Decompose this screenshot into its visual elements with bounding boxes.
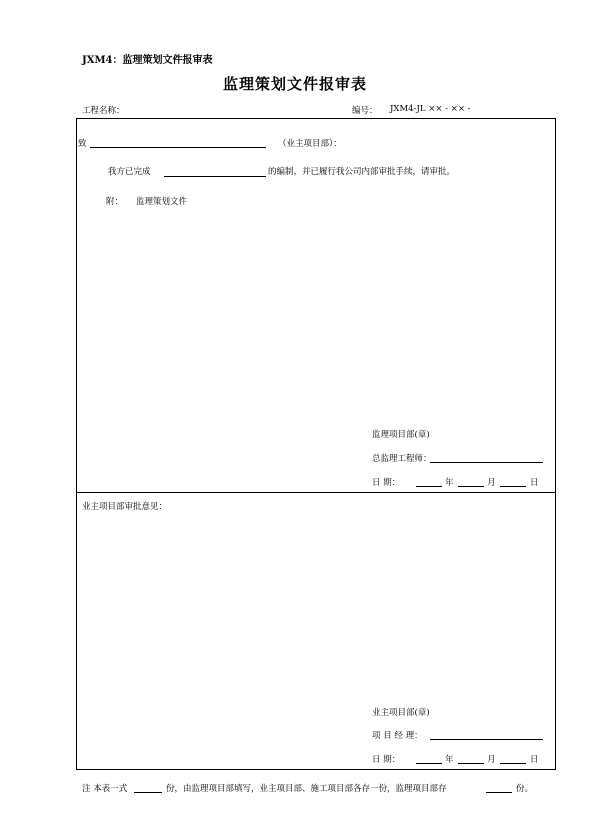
section-divider: [76, 492, 556, 493]
submission-month-label: 月: [487, 478, 496, 488]
submission-year-field[interactable]: [416, 486, 442, 487]
owner-stamp-label: 业主项目部(章): [372, 708, 430, 718]
form-frame: [76, 118, 556, 770]
supervision-stamp-label: 监理项目部(章): [372, 430, 430, 440]
review-month-label: 月: [487, 755, 496, 765]
review-day-field[interactable]: [500, 763, 526, 764]
project-manager-label: 项 目 经 理：: [372, 731, 423, 741]
form-code-label: JXM4：监理策划文件报审表: [82, 55, 213, 66]
chief-engineer-signature-field[interactable]: [430, 462, 543, 463]
to-suffix: （业主项目部）：: [278, 139, 342, 149]
owner-opinion-label: 业主项目部审批意见：: [82, 502, 168, 512]
recipient-field[interactable]: [90, 147, 266, 148]
review-date-label: 日 期：: [372, 755, 401, 765]
submission-year-label: 年: [445, 478, 454, 488]
note-prefix: 注 本表一式: [82, 784, 128, 794]
submission-date-label: 日 期：: [372, 478, 401, 488]
body-suffix: 的编制，并已履行我公司内部审批手续，请审批。: [268, 167, 456, 177]
note-suffix: 份。: [516, 784, 534, 794]
project-manager-signature-field[interactable]: [430, 739, 543, 740]
attachment-value: 监理策划文件: [136, 197, 188, 207]
project-name-label: 工程名称：: [82, 106, 125, 116]
to-prefix: 致: [78, 139, 87, 149]
submission-day-label: 日: [530, 478, 539, 488]
copy-count-field[interactable]: [134, 792, 162, 793]
number-value: JXM4-JL ×× - ×× -: [390, 104, 471, 114]
form-title: 监理策划文件报审表: [222, 75, 367, 93]
chief-engineer-label: 总监理工程师：: [372, 454, 432, 464]
attachment-label: 附：: [106, 197, 124, 207]
submission-month-field[interactable]: [458, 486, 484, 487]
review-month-field[interactable]: [458, 763, 484, 764]
review-year-label: 年: [445, 755, 454, 765]
note-middle: 份，由监理项目部填写，业主项目部、施工项目部各存一份，监理项目部存: [166, 784, 447, 794]
supervision-copy-count-field[interactable]: [486, 792, 512, 793]
body-prefix: 我方已完成: [108, 167, 151, 177]
number-label: 编号：: [352, 106, 378, 116]
review-day-label: 日: [530, 755, 539, 765]
submission-day-field[interactable]: [500, 486, 526, 487]
document-name-field[interactable]: [164, 176, 266, 177]
review-year-field[interactable]: [416, 763, 442, 764]
